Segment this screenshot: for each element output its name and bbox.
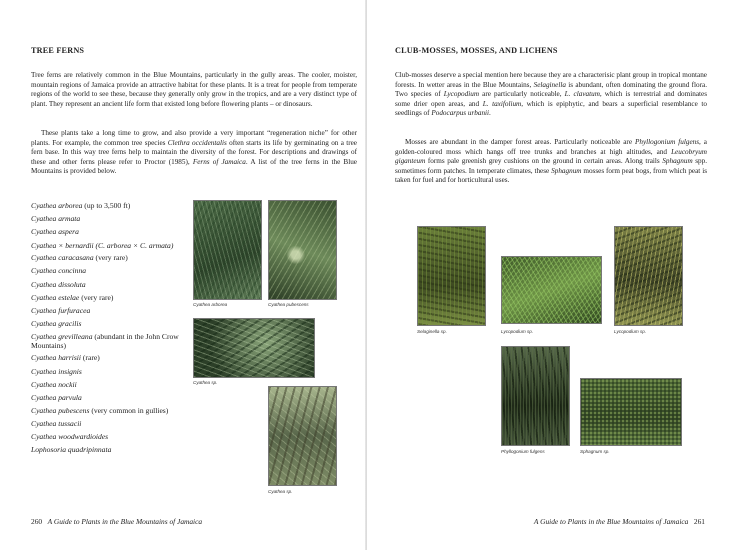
list-item: Cyathea aspera xyxy=(31,227,79,237)
caption-phyllogonium-fulgens: Phyllogonium fulgens xyxy=(501,449,545,454)
caption-lycopodium-2: Lycopodium sp. xyxy=(614,329,647,334)
list-item: Cyathea × bernardii (C. arborea × C. armata) xyxy=(31,240,174,250)
caption-sphagnum: Sphagnum sp. xyxy=(580,449,610,454)
photo-cyathea-pubescens xyxy=(268,200,337,300)
section-title-tree-ferns: TREE FERNS xyxy=(31,46,85,55)
photo-selaginella xyxy=(417,226,486,326)
list-item: Cyathea grevilleana (abundant in the John Crow Mountains) xyxy=(31,332,179,350)
section-title-club-mosses: CLUB-MOSSES, MOSSES, AND LICHENS xyxy=(395,46,558,55)
mosses-paragraph-2: Mosses are abundant in the damper forest areas. Particularly noticeable are Phyllogonium fulgens, a golden-coloured moss which hangs off tree trunks and branches at high altitudes, and Leucobryum giganteum forms pale greenish grey cushions on the ground in certain areas. Along trails Sphagnum spp. sometimes form patches. In temperate climates, these Sphagnum mosses form peat bogs, from which peat is taken for fuel and for horticultural uses. xyxy=(395,138,707,185)
caption-selaginella: Selaginella sp. xyxy=(417,329,447,334)
list-item: Cyathea furfuracea xyxy=(31,305,91,315)
left-page-footer xyxy=(31,517,202,526)
running-footer-title: A Guide to Plants in the Blue Mountains of Jamaica xyxy=(47,517,203,526)
list-item: Lophosoria quadripinnata xyxy=(31,445,112,455)
list-item: Cyathea dissoluta xyxy=(31,279,86,289)
photo-lycopodium-1 xyxy=(501,256,602,324)
photo-cyathea-sp-2 xyxy=(268,386,337,486)
list-item: Cyathea pubescens (very common in gullies) xyxy=(31,406,169,416)
list-item: Cyathea concinna xyxy=(31,266,87,276)
list-item: Cyathea estelae (very rare) xyxy=(31,292,114,302)
right-page xyxy=(367,0,733,550)
list-item: Cyathea harrisii (rare) xyxy=(31,353,100,363)
caption-cyathea-arborea: Cyathea arborea xyxy=(193,302,228,307)
page-number: 261 xyxy=(693,517,705,526)
list-item: Cyathea arborea (up to 3,500 ft) xyxy=(31,201,131,210)
club-mosses-paragraph-1: Club-mosses deserve a special mention here because they are a characterisic plant group in tropical montane forests. In wetter areas in the Blue Mountains, Selaginella is abundant, often dominating the ground flora. Two species of Lycopodium are particularly noticeable, L. clavatum, which is terrestrial and dominates some drier open areas, and L. taxifolium, which is epiphytic, and bears a superficial resemblance to seedlings of Podocarpus urbanii. xyxy=(395,71,708,118)
photo-phyllogonium-fulgens xyxy=(501,346,570,446)
photo-cyathea-sp-1 xyxy=(193,318,315,378)
tree-ferns-paragraph-1: Tree ferns are relatively common in the Blue Mountains, particularly in the gully areas. The cooler, moister, mountain regions of Jamaica provide an attractive habitat for these plants. It is a treat for people from temperate regions of the world to see these, because they generally only grow in the tropics, and are a very distinct type of plant. They represent an ancient life form that existed long before flowering plants – or dinosaurs. xyxy=(31,71,357,108)
list-item: Cyathea insignis xyxy=(31,366,82,376)
list-item: Cyathea tussacii xyxy=(31,418,82,428)
tree-ferns-paragraph-2: These plants take a long time to grow, and also provide a very important “regeneration niche” for other plants. For example, the common tree species Clethra occidentalis often starts its life by germinating on a tree fern base. In this way tree ferns help to maintain the diversity of the forest. For descriptions and drawings of these and other ferns please refer to Proctor (1985), Ferns of Jamaica. A list of the tree ferns in the Blue Mountains is provided below. xyxy=(31,129,357,176)
caption-lycopodium-1: Lycopodium sp. xyxy=(501,329,534,334)
list-item: Cyathea nockii xyxy=(31,379,77,389)
photo-cyathea-arborea xyxy=(193,200,262,300)
list-item: Cyathea armata xyxy=(31,214,81,224)
list-item: Cyathea parvula xyxy=(31,393,82,403)
list-item: Cyathea woodwardioides xyxy=(31,432,109,441)
list-item: Cyathea gracilis xyxy=(31,319,82,329)
running-footer-title: A Guide to Plants in the Blue Mountains of Jamaica xyxy=(533,517,689,526)
photo-lycopodium-2 xyxy=(614,226,683,326)
right-page-footer xyxy=(534,517,705,526)
photo-sphagnum xyxy=(580,378,682,446)
caption-cyathea-sp-2: Cyathea sp. xyxy=(268,489,293,494)
page-number: 260 xyxy=(31,517,43,526)
list-item: Cyathea caracasana (very rare) xyxy=(31,253,128,263)
tree-fern-species-list xyxy=(31,202,191,459)
caption-cyathea-sp-1: Cyathea sp. xyxy=(193,380,218,385)
left-page xyxy=(0,0,366,550)
caption-cyathea-pubescens: Cyathea pubescens xyxy=(268,302,309,307)
